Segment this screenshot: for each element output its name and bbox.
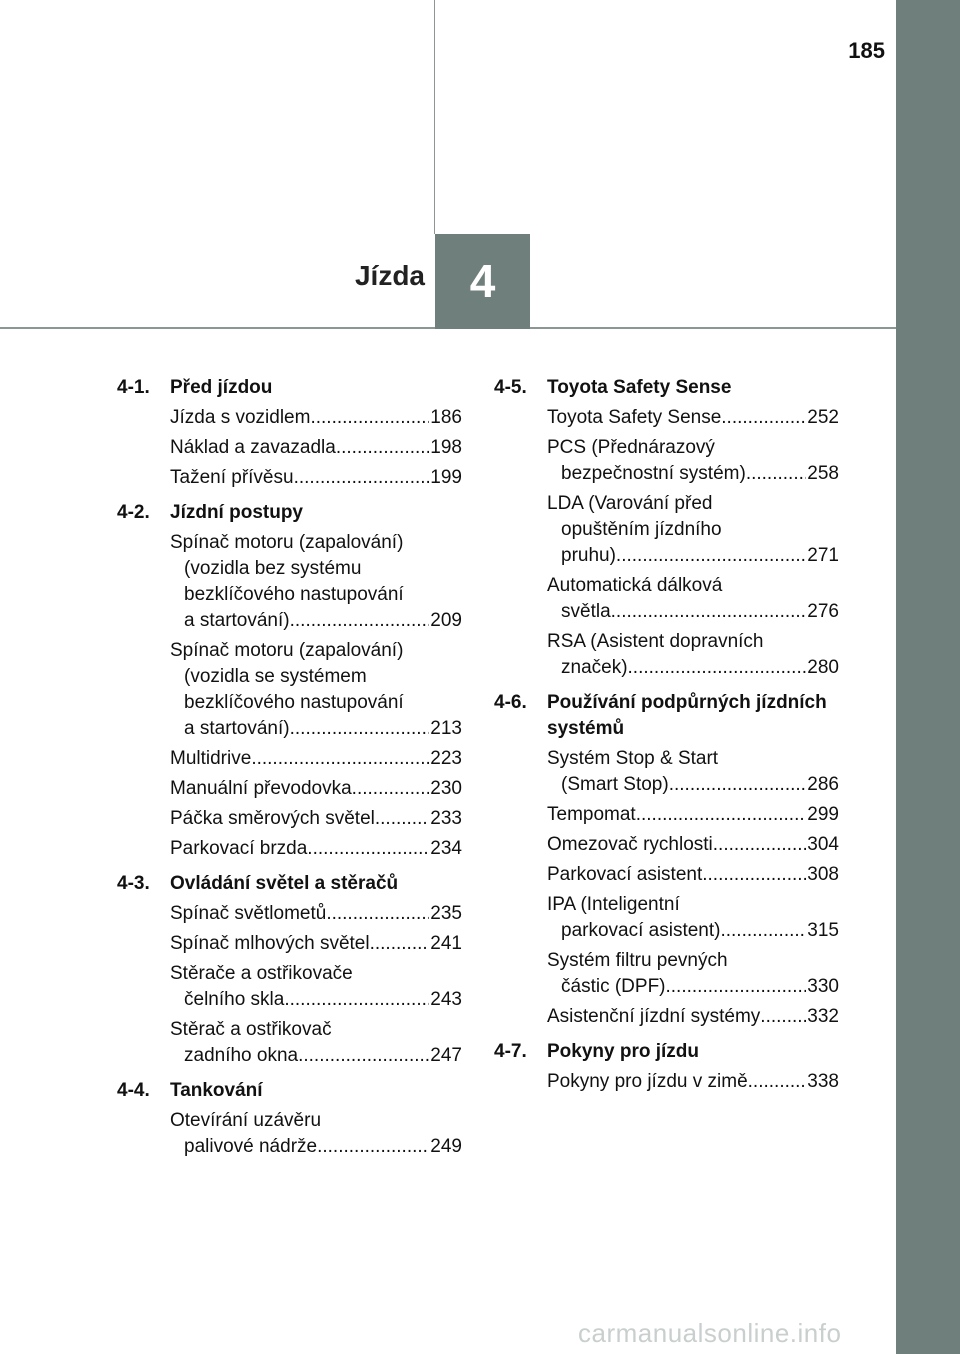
section-heading [117, 500, 462, 526]
chapter-number-box: 4 [435, 234, 530, 329]
entry-page-number: 234 [430, 838, 462, 859]
dot-leader [713, 832, 807, 858]
entry-last-line [547, 461, 839, 487]
entry-page-number: 280 [807, 657, 839, 678]
entry-text-line: Náklad a zavazadla [170, 437, 336, 458]
section-heading [117, 1078, 462, 1104]
entry-text-line: Páčka směrových světel [170, 808, 375, 829]
entry-text-line: Stěrač a ostřikovač [170, 1019, 332, 1040]
toc-entry[interactable] [547, 1069, 839, 1095]
section-title: Pokyny pro jízdu [547, 1041, 700, 1062]
section-heading [494, 1039, 839, 1065]
entry-last-line [170, 1134, 462, 1160]
entry-last-line [170, 836, 462, 862]
section-heading [117, 375, 462, 401]
entry-text-line: Omezovač rychlosti [547, 834, 713, 855]
toc-entry[interactable] [170, 1017, 462, 1069]
vertical-rule [434, 0, 435, 234]
section-title: Před jízdou [170, 377, 273, 398]
dot-leader [666, 974, 807, 1000]
section-heading [117, 871, 462, 897]
entry-page-number: 247 [430, 1045, 462, 1066]
toc-entry[interactable] [170, 638, 462, 742]
entry-text-line: pruhu) [561, 545, 616, 566]
dot-leader [294, 465, 430, 491]
toc-entry[interactable] [547, 832, 839, 858]
entry-last-line [547, 655, 839, 681]
entry-text-line: značek) [561, 657, 628, 678]
section-number: 4-4. [117, 1080, 150, 1101]
entry-last-line [547, 1004, 839, 1030]
entry-text-line: Stěrače a ostřikovače [170, 963, 353, 984]
entry-text-line: bezklíčového nastupování [184, 692, 404, 713]
entry-text-line: (Smart Stop) [561, 774, 669, 795]
entry-text-line: Parkovací brzda [170, 838, 308, 859]
toc-entry[interactable] [547, 1004, 839, 1030]
entry-text-line: zadního okna [184, 1045, 299, 1066]
entry-text-line: čelního skla [184, 989, 285, 1010]
entry-text-line: Asistenční jízdní systémy [547, 1006, 761, 1027]
section-number: 4-1. [117, 377, 150, 398]
dot-leader [702, 862, 806, 888]
dot-leader [669, 772, 807, 798]
entry-page-number: 308 [807, 864, 839, 885]
dot-leader [760, 1004, 806, 1030]
dot-leader [375, 806, 429, 832]
dot-leader [636, 802, 807, 828]
entry-page-number: 286 [807, 774, 839, 795]
entry-page-number: 271 [807, 545, 839, 566]
section-number: 4-7. [494, 1041, 527, 1062]
entry-text-line: a startování) [184, 718, 290, 739]
toc-entry[interactable] [547, 435, 839, 487]
entry-last-line [170, 806, 462, 832]
toc-entry[interactable] [170, 405, 462, 431]
entry-last-line [547, 1069, 839, 1095]
entry-last-line [170, 465, 462, 491]
entry-text-line: Spínač mlhových světel [170, 933, 370, 954]
entry-text-line: PCS (Přednárazový [547, 437, 715, 458]
dot-leader [628, 655, 807, 681]
dot-leader [721, 405, 806, 431]
toc-section [494, 375, 839, 681]
entry-page-number: 243 [430, 989, 462, 1010]
toc-entry[interactable] [170, 435, 462, 461]
entry-page-number: 304 [807, 834, 839, 855]
entry-page-number: 198 [430, 437, 462, 458]
section-heading [494, 375, 839, 401]
entry-text-line: Tempomat [547, 804, 636, 825]
toc-entry[interactable] [170, 836, 462, 862]
entry-text-line: IPA (Inteligentní [547, 894, 680, 915]
entry-page-number: 241 [430, 933, 462, 954]
entry-last-line [170, 716, 462, 742]
entry-page-number: 230 [430, 778, 462, 799]
section-title: Jízdní postupy [170, 502, 303, 523]
toc-entry[interactable] [547, 862, 839, 888]
entry-page-number: 235 [430, 903, 462, 924]
entry-text-line: Parkovací asistent [547, 864, 703, 885]
entry-page-number: 338 [807, 1071, 839, 1092]
entry-last-line [547, 543, 839, 569]
entry-text-line: palivové nádrže [184, 1136, 318, 1157]
entry-page-number: 249 [430, 1136, 462, 1157]
toc-entry[interactable] [170, 1108, 462, 1160]
toc-entry[interactable] [170, 901, 462, 927]
toc-entry[interactable] [170, 530, 462, 634]
entry-last-line [547, 772, 839, 798]
section-heading [494, 690, 839, 742]
entry-page-number: 233 [430, 808, 462, 829]
entry-page-number: 186 [430, 407, 462, 428]
entry-text-line: RSA (Asistent dopravních [547, 631, 764, 652]
entry-last-line [170, 608, 462, 634]
dot-leader [370, 931, 430, 957]
dot-leader [326, 901, 429, 927]
entry-last-line [547, 802, 839, 828]
entry-text-line: (vozidla se systémem [184, 666, 367, 687]
entry-page-number: 332 [807, 1006, 839, 1027]
entry-page-number: 209 [430, 610, 462, 631]
dot-leader [251, 746, 429, 772]
toc-section [117, 1078, 462, 1160]
entry-text-line: LDA (Varování před [547, 493, 713, 514]
toc-entry[interactable] [170, 806, 462, 832]
entry-last-line [170, 435, 462, 461]
toc-entry[interactable] [547, 892, 839, 944]
entry-last-line [170, 987, 462, 1013]
toc-entry[interactable] [547, 948, 839, 1000]
toc-section [117, 871, 462, 1069]
entry-last-line [547, 832, 839, 858]
entry-last-line [170, 776, 462, 802]
toc-section [494, 690, 839, 1030]
entry-text-line: Tažení přívěsu [170, 467, 294, 488]
section-number: 4-6. [494, 692, 527, 713]
toc-column-right [494, 375, 839, 1104]
entry-last-line [170, 931, 462, 957]
entry-last-line [547, 974, 839, 1000]
entry-text-line: světla [561, 601, 611, 622]
entry-last-line [547, 862, 839, 888]
entry-text-line: Pokyny pro jízdu v zimě [547, 1071, 748, 1092]
entry-page-number: 199 [430, 467, 462, 488]
page-number: 185 [848, 38, 885, 63]
entry-last-line [170, 901, 462, 927]
entry-page-number: 299 [807, 804, 839, 825]
dot-leader [317, 1134, 429, 1160]
toc-section [117, 500, 462, 862]
entry-text-line: opuštěním jízdního [561, 519, 722, 540]
dot-leader [298, 1043, 429, 1069]
entry-text-line: Systém Stop & Start [547, 748, 719, 769]
entry-text-line: částic (DPF) [561, 976, 666, 997]
toc-entry[interactable] [170, 746, 462, 772]
entry-page-number: 315 [807, 920, 839, 941]
entry-text-line: Manuální převodovka [170, 778, 352, 799]
entry-last-line [170, 1043, 462, 1069]
entry-last-line [170, 746, 462, 772]
section-number: 4-3. [117, 873, 150, 894]
entry-text-line: (vozidla bez systému [184, 558, 362, 579]
chapter-title: Jízda [354, 260, 425, 291]
section-title: Ovládání světel a stěračů [170, 873, 399, 894]
dot-leader [336, 435, 429, 461]
dot-leader [310, 405, 429, 431]
entry-page-number: 223 [430, 748, 462, 769]
dot-leader [290, 608, 430, 634]
dot-leader [748, 1069, 807, 1095]
dot-leader [284, 987, 429, 1013]
entry-last-line [547, 599, 839, 625]
dot-leader [352, 776, 430, 802]
entry-text-line: Systém filtru pevných [547, 950, 728, 971]
toc-section [494, 1039, 839, 1095]
entry-last-line [547, 405, 839, 431]
section-title: Tankování [170, 1080, 263, 1101]
entry-text-line: Jízda s vozidlem [170, 407, 311, 428]
entry-page-number: 276 [807, 601, 839, 622]
dot-leader [307, 836, 429, 862]
entry-text-line: Automatická dálková [547, 575, 723, 596]
entry-page-number: 213 [430, 718, 462, 739]
section-number: 4-2. [117, 502, 150, 523]
toc-entry[interactable] [170, 465, 462, 491]
entry-text-line: Spínač světlometů [170, 903, 327, 924]
entry-text-line: bezpečnostní systém) [561, 463, 746, 484]
entry-text-line: a startování) [184, 610, 290, 631]
entry-page-number: 330 [807, 976, 839, 997]
entry-text-line: Otevírání uzávěru [170, 1110, 322, 1131]
entry-text-line: Toyota Safety Sense [547, 407, 722, 428]
toc-entry[interactable] [547, 802, 839, 828]
entry-page-number: 252 [807, 407, 839, 428]
toc-entry[interactable] [170, 776, 462, 802]
entry-text-line: Spínač motoru (zapalování) [170, 532, 404, 553]
toc-column-left [117, 375, 462, 1169]
toc-section [117, 375, 462, 491]
toc-entry[interactable] [170, 931, 462, 957]
entry-text-line: bezklíčového nastupování [184, 584, 404, 605]
dot-leader [720, 918, 806, 944]
entry-text-line: parkovací asistent) [561, 920, 721, 941]
dot-leader [611, 599, 807, 625]
toc-entry[interactable] [547, 405, 839, 431]
section-number: 4-5. [494, 377, 527, 398]
toc-entry[interactable] [547, 491, 839, 569]
entry-last-line [170, 405, 462, 431]
section-title: Toyota Safety Sense [547, 377, 732, 398]
entry-page-number: 258 [807, 463, 839, 484]
toc-entry[interactable] [547, 573, 839, 625]
dot-leader [290, 716, 430, 742]
entry-text-line: Multidrive [170, 748, 252, 769]
toc-entry[interactable] [547, 629, 839, 681]
entry-last-line [547, 918, 839, 944]
dot-leader [746, 461, 806, 487]
toc-entry[interactable] [547, 746, 839, 798]
watermark: carmanualsonline.info [578, 1318, 842, 1348]
toc-entry[interactable] [170, 961, 462, 1013]
dot-leader [616, 543, 806, 569]
entry-text-line: Spínač motoru (zapalování) [170, 640, 404, 661]
chapter-side-bar [896, 0, 960, 1354]
section-title: Používání podpůrných jízdních systémů [547, 692, 827, 739]
